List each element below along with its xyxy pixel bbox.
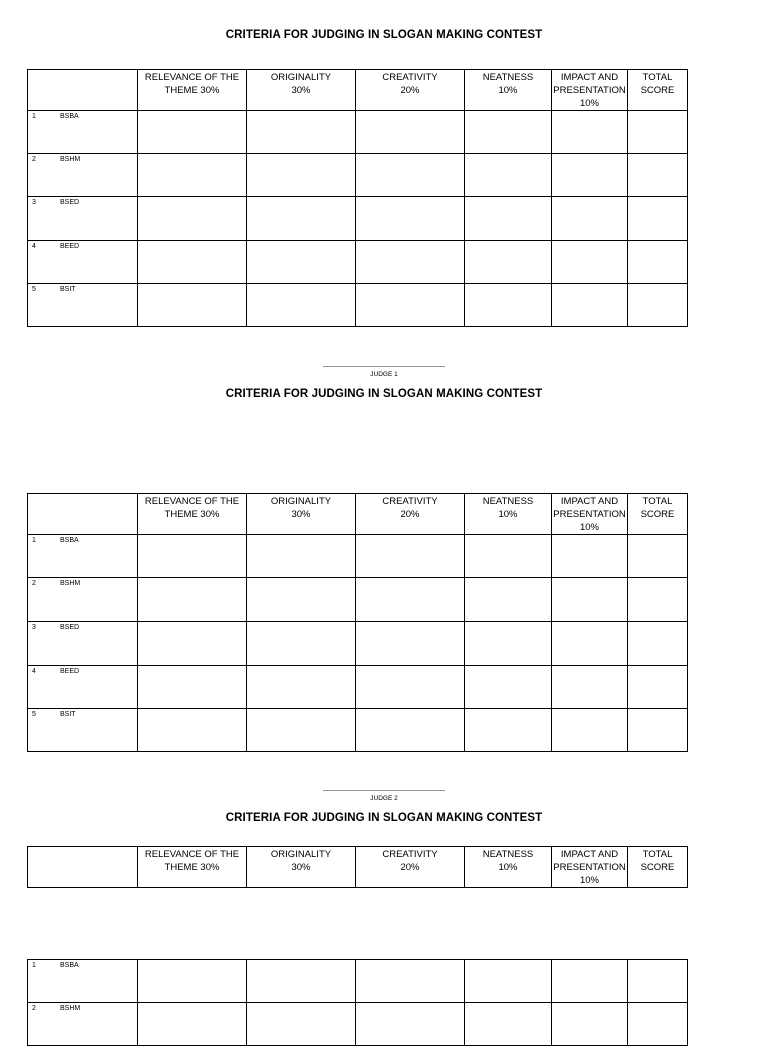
header-creativity: CREATIVITY 20%	[356, 70, 465, 111]
contestant-cell: 4 BEED	[28, 666, 138, 709]
score-cell[interactable]	[356, 284, 465, 327]
score-cell[interactable]	[247, 666, 356, 709]
header-blank-cell	[28, 494, 138, 535]
score-cell[interactable]	[465, 960, 552, 1003]
total-cell[interactable]	[628, 241, 688, 284]
page-title-3: CRITERIA FOR JUDGING IN SLOGAN MAKING CONTEST	[225, 812, 543, 824]
header-originality: ORIGINALITY 30%	[247, 494, 356, 535]
score-cell[interactable]	[356, 535, 465, 578]
header-neatness: NEATNESS 10%	[465, 847, 552, 888]
score-table-3-rows	[27, 959, 688, 1046]
score-cell[interactable]	[247, 535, 356, 578]
contestant-cell: 1 BSBA	[28, 111, 138, 154]
header-total: TOTAL SCORE	[628, 494, 688, 535]
contestant-cell: 1 BSBA	[28, 960, 138, 1003]
score-cell[interactable]	[356, 622, 465, 666]
score-cell[interactable]	[465, 111, 552, 154]
score-cell[interactable]	[552, 666, 628, 709]
header-impact: IMPACT AND PRESENTATION 10%	[552, 494, 628, 535]
score-cell[interactable]	[138, 578, 247, 622]
score-table-3-header	[27, 846, 688, 888]
total-cell[interactable]	[628, 154, 688, 197]
contestant-cell: 2 BSHM	[28, 154, 138, 197]
contestant-cell: 3 BSED	[28, 622, 138, 666]
score-cell[interactable]	[247, 197, 356, 241]
contestant-cell: 2 BSHM	[28, 1003, 138, 1046]
score-cell[interactable]	[465, 154, 552, 197]
contestant-cell: 3 BSED	[28, 197, 138, 241]
score-cell[interactable]	[138, 535, 247, 578]
score-cell[interactable]	[465, 284, 552, 327]
header-total: TOTAL SCORE	[628, 847, 688, 888]
total-cell[interactable]	[628, 960, 688, 1003]
score-cell[interactable]	[138, 666, 247, 709]
table-row	[28, 960, 688, 1003]
score-cell[interactable]	[138, 284, 247, 327]
score-cell[interactable]	[138, 154, 247, 197]
score-cell[interactable]	[552, 154, 628, 197]
score-cell[interactable]	[465, 622, 552, 666]
contestant-cell: 5 BSIT	[28, 284, 138, 327]
score-cell[interactable]	[552, 1003, 628, 1046]
score-cell[interactable]	[552, 960, 628, 1003]
total-cell[interactable]	[628, 622, 688, 666]
score-cell[interactable]	[552, 197, 628, 241]
score-cell[interactable]	[356, 197, 465, 241]
score-cell[interactable]	[356, 154, 465, 197]
table-row	[28, 284, 688, 327]
header-row	[28, 494, 688, 535]
score-cell[interactable]	[138, 241, 247, 284]
judge-label-2: JUDGE 2	[370, 795, 398, 802]
header-relevance: RELEVANCE OF THE THEME 30%	[138, 847, 247, 888]
score-cell[interactable]	[552, 111, 628, 154]
score-cell[interactable]	[552, 535, 628, 578]
score-cell[interactable]	[356, 709, 465, 752]
total-cell[interactable]	[628, 709, 688, 752]
header-relevance: RELEVANCE OF THE THEME 30%	[138, 494, 247, 535]
score-cell[interactable]	[552, 241, 628, 284]
score-cell[interactable]	[465, 578, 552, 622]
contestant-cell: 4 BEED	[28, 241, 138, 284]
table-row	[28, 666, 688, 709]
score-table-1	[27, 69, 688, 327]
score-cell[interactable]	[247, 284, 356, 327]
score-cell[interactable]	[465, 535, 552, 578]
total-cell[interactable]	[628, 111, 688, 154]
score-cell[interactable]	[465, 1003, 552, 1046]
total-cell[interactable]	[628, 578, 688, 622]
score-cell[interactable]	[138, 709, 247, 752]
score-cell[interactable]	[247, 709, 356, 752]
total-cell[interactable]	[628, 197, 688, 241]
score-cell[interactable]	[465, 709, 552, 752]
header-neatness: NEATNESS 10%	[465, 494, 552, 535]
score-cell[interactable]	[356, 960, 465, 1003]
score-cell[interactable]	[552, 622, 628, 666]
header-neatness: NEATNESS 10%	[465, 70, 552, 111]
score-cell[interactable]	[247, 960, 356, 1003]
score-cell[interactable]	[138, 1003, 247, 1046]
score-cell[interactable]	[138, 197, 247, 241]
score-cell[interactable]	[247, 622, 356, 666]
signature-line-2	[323, 790, 445, 791]
contestant-cell: 2 BSHM	[28, 578, 138, 622]
header-impact: IMPACT AND PRESENTATION 10%	[552, 847, 628, 888]
table-row	[28, 709, 688, 752]
table-row	[28, 1003, 688, 1046]
table-row	[28, 622, 688, 666]
signature-line-1	[323, 366, 445, 367]
score-cell[interactable]	[552, 284, 628, 327]
table-row	[28, 578, 688, 622]
table-row	[28, 111, 688, 154]
score-cell[interactable]	[247, 111, 356, 154]
header-impact: IMPACT AND PRESENTATION 10%	[552, 70, 628, 111]
header-relevance: RELEVANCE OF THE THEME 30%	[138, 70, 247, 111]
header-creativity: CREATIVITY 20%	[356, 494, 465, 535]
total-cell[interactable]	[628, 535, 688, 578]
score-cell[interactable]	[138, 111, 247, 154]
score-cell[interactable]	[247, 241, 356, 284]
table-row	[28, 241, 688, 284]
score-cell[interactable]	[465, 197, 552, 241]
score-cell[interactable]	[465, 241, 552, 284]
contestant-cell: 1 BSBA	[28, 535, 138, 578]
judge-label-1: JUDGE 1	[370, 371, 398, 378]
page-title-1: CRITERIA FOR JUDGING IN SLOGAN MAKING CONTEST	[225, 29, 543, 41]
score-table-2	[27, 493, 688, 752]
score-cell[interactable]	[356, 1003, 465, 1046]
score-cell[interactable]	[552, 709, 628, 752]
score-cell[interactable]	[356, 241, 465, 284]
score-cell[interactable]	[247, 578, 356, 622]
score-cell[interactable]	[552, 578, 628, 622]
header-blank-cell	[28, 847, 138, 888]
page-title-2: CRITERIA FOR JUDGING IN SLOGAN MAKING CONTEST	[225, 388, 543, 400]
header-total: TOTAL SCORE	[628, 70, 688, 111]
header-row	[28, 70, 688, 111]
header-row	[28, 847, 688, 888]
table-row	[28, 535, 688, 578]
header-originality: ORIGINALITY 30%	[247, 70, 356, 111]
total-cell[interactable]	[628, 1003, 688, 1046]
score-cell[interactable]	[356, 111, 465, 154]
score-cell[interactable]	[356, 666, 465, 709]
header-originality: ORIGINALITY 30%	[247, 847, 356, 888]
contestant-cell: 5 BSIT	[28, 709, 138, 752]
score-cell[interactable]	[465, 666, 552, 709]
total-cell[interactable]	[628, 666, 688, 709]
score-cell[interactable]	[356, 578, 465, 622]
table-row	[28, 197, 688, 241]
total-cell[interactable]	[628, 284, 688, 327]
score-cell[interactable]	[138, 622, 247, 666]
score-cell[interactable]	[247, 154, 356, 197]
score-cell[interactable]	[138, 960, 247, 1003]
table-row	[28, 154, 688, 197]
score-cell[interactable]	[247, 1003, 356, 1046]
header-blank-cell	[28, 70, 138, 111]
header-creativity: CREATIVITY 20%	[356, 847, 465, 888]
